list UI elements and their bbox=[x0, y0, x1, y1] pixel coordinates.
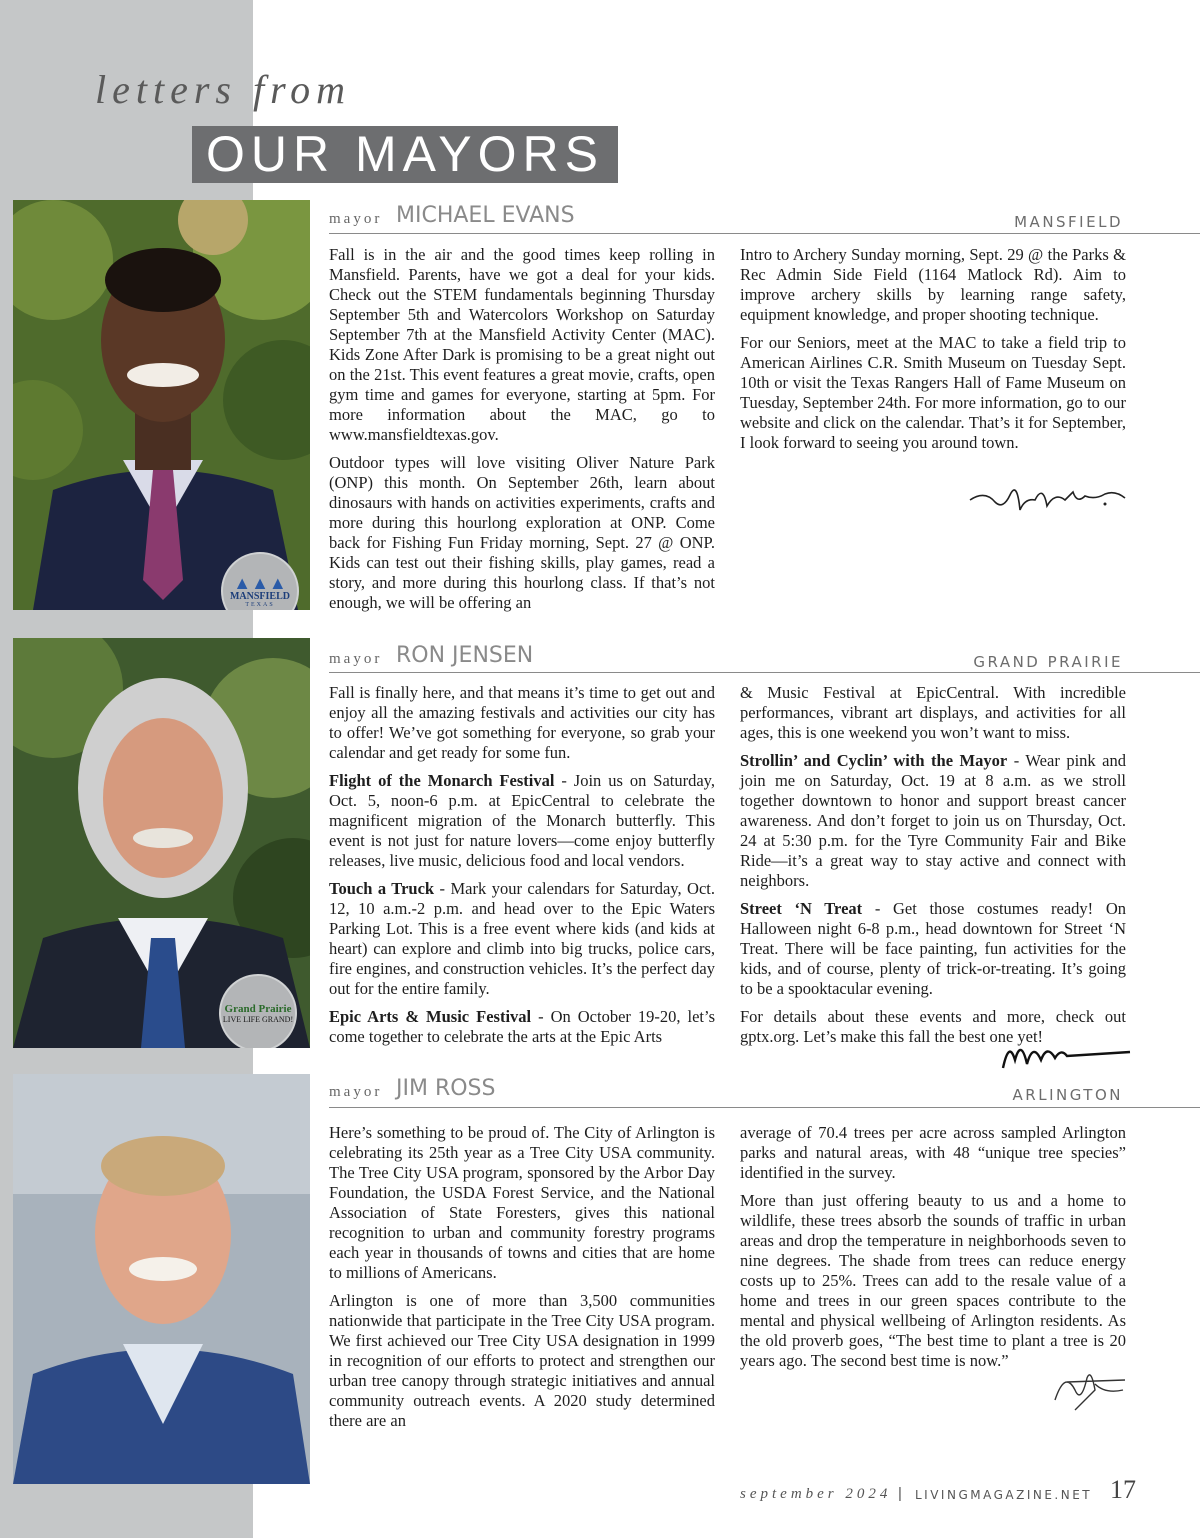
event-heading: Street ‘N Treat bbox=[740, 899, 863, 918]
mansfield-logo-subtext: TEXAS bbox=[245, 601, 275, 608]
mayor-photo-jensen bbox=[13, 638, 310, 1048]
mayor-label: mayor bbox=[329, 1084, 383, 1100]
footer-date: september 2024 bbox=[740, 1486, 892, 1502]
paragraph: Outdoor types will love visiting Oliver Nature Park (ONP) this month. On September 26th, learn about dinosaurs with hands on activities experiments, crafts and more during this hourlong exploration at ONP. Come back for Fishing Fun Friday morning, Sept. 27 @ ONP. Kids can test out their fishing skills, play games, read a story, and more during this hourlong class. If that’s not enough, we will be offering an bbox=[329, 453, 715, 612]
mayor-name-ross: JIM ROSS bbox=[396, 1076, 496, 1101]
event-heading: Flight of the Monarch Festival bbox=[329, 771, 555, 790]
event-heading: Epic Arts & Music Festival bbox=[329, 1007, 532, 1026]
city-name-arlington: ARLINGTON bbox=[1012, 1086, 1123, 1104]
paragraph-text: For details about these events and more, check out gptx.org. Let’s make this fall the best one yet! bbox=[740, 1007, 1126, 1046]
paragraph-text: - Join us on Saturday, Oct. 5, noon-6 p.m. at EpicCentral to celebrate the magnificent migration of the Monarch butterfly. This event is not just for nature lovers—come enjoy butterfly releases, live music, delicious food and local vendors. bbox=[329, 771, 715, 870]
paragraph-text: - Mark your calendars for Saturday, Oct. 12, 10 a.m.-2 p.m. and head over to the Epic Waters Parking Lot. This is a free event where kids (and kids at heart) can explore and climb into big trucks, police cars, fire engines, and construction vehicles. It’s the perfect day out for the entire family. bbox=[329, 879, 715, 998]
letter-ross-right-column bbox=[740, 1123, 1126, 1379]
kicker-text: letters from bbox=[95, 67, 352, 112]
mayor-label: mayor bbox=[329, 211, 383, 227]
paragraph bbox=[740, 751, 1126, 891]
paragraph bbox=[329, 1007, 715, 1047]
city-name-grand-prairie: GRAND PRAIRIE bbox=[973, 653, 1123, 671]
section-rule bbox=[329, 672, 1200, 673]
letter-jensen-right-column bbox=[740, 683, 1126, 1055]
mansfield-logo-text: MANSFIELD bbox=[229, 590, 290, 602]
paragraph bbox=[740, 899, 1126, 999]
grand-prairie-logo-subtext: LIVE LIFE GRAND! bbox=[222, 1014, 294, 1024]
mayor-name-evans: MICHAEL EVANS bbox=[396, 203, 575, 228]
paragraph: For our Seniors, meet at the MAC to take a field trip to American Airlines C.R. Smith Museum on Tuesday Sept. 10th or visit the Texas Rangers Hall of Fame Museum on Tuesday, September 24th. For more information, go to our website and click on the calendar. That’s it for September, I look forward to seeing you around town. bbox=[740, 333, 1126, 452]
paragraph bbox=[740, 683, 1126, 743]
letter-evans-right-column bbox=[740, 245, 1126, 461]
paragraph bbox=[329, 879, 715, 999]
letter-jensen-left-column bbox=[329, 683, 715, 1055]
paragraph: Arlington is one of more than 3,500 communities nationwide that participate in the Tree City USA program. We first achieved our Tree City USA designation in 1999 in recognition of our efforts to protect and strengthen our urban tree canopy through strategic initiatives and annual community outreach events. A 2020 study determined there are an bbox=[329, 1291, 715, 1430]
paragraph: Intro to Archery Sunday morning, Sept. 29 @ the Parks & Rec Admin Side Field (1164 Matlock Rd). Aim to improve archery skills by learning range safety, equipment knowledge, and proper shooting technique. bbox=[740, 245, 1126, 324]
event-heading: Strollin’ and Cyclin’ with the Mayor bbox=[740, 751, 1008, 770]
paragraph: More than just offering beauty to us and a home to wildlife, these trees absorb the sounds of traffic in urban areas and drop the temperature in neighborhoods seven to nine degrees. The shade from trees can reduce energy costs up to 25%. Trees can add to the resale value of a home and trees in our green spaces contribute to the mental and physical wellbeing of Arlington residents. As the old proverb goes, “The best time to plant a tree is 20 years ago. The second best time is now.” bbox=[740, 1191, 1126, 1370]
mayor-name-jensen: RON JENSEN bbox=[396, 643, 534, 668]
section-rule bbox=[329, 1107, 1200, 1108]
mayor-photo-evans bbox=[13, 200, 310, 610]
footer-site-link[interactable]: LIVINGMAGAZINE.NET bbox=[915, 1488, 1093, 1502]
paragraph-text: Fall is finally here, and that means it’s time to get out and enjoy all the amazing festivals and activities our city has to offer! We’ve got something for everyone, so grab your calendar and get ready for some fun. bbox=[329, 683, 715, 762]
paragraph bbox=[329, 683, 715, 763]
city-name-mansfield: MANSFIELD bbox=[1014, 213, 1123, 231]
event-heading: Touch a Truck bbox=[329, 879, 435, 898]
mayor-photo-ross bbox=[13, 1074, 310, 1484]
mansfield-logo-mark: ▲▲▲ bbox=[233, 572, 287, 593]
page-title: OUR MAYORS bbox=[192, 126, 618, 183]
paragraph-text: - Get those costumes ready! On Halloween night 6-8 p.m., head downtown for Street ‘N Treat. There will be face painting, fun activities for the kids, and of course, plenty of trick-or-treating. It’s going to be a spooktacular evening. bbox=[740, 899, 1126, 998]
letter-ross-left-column bbox=[329, 1123, 715, 1439]
paragraph: average of 70.4 trees per acre across sampled Arlington parks and natural areas, with 48 “unique tree species” identified in the survey. bbox=[740, 1123, 1126, 1182]
footer-separator: | bbox=[898, 1485, 902, 1502]
page-number: 17 bbox=[1110, 1475, 1136, 1504]
paragraph-text: & Music Festival at EpicCentral. With incredible performances, vibrant art displays, and activities for all ages, this is one weekend you won’t want to miss. bbox=[740, 683, 1126, 742]
paragraph: Fall is in the air and the good times keep rolling in Mansfield. Parents, have we got a deal for your kids. Check out the STEM fundamentals beginning Thursday September 5th and Watercolors Workshop on Saturday September 7th at the Mansfield Activity Center (MAC). Kids Zone After Dark is promising to be a great night out on the 21st. This event features a great movie, crafts, open gym time and games for everyone, starting at 5pm. For more information about the MAC, go to www.mansfieldtexas.gov. bbox=[329, 245, 715, 444]
mayor-label: mayor bbox=[329, 651, 383, 667]
signature-jensen bbox=[995, 1030, 1135, 1075]
grand-prairie-logo-text: Grand Prairie bbox=[224, 1002, 292, 1015]
paragraph-text: - On October 19-20, let’s come together to celebrate the arts at the Epic Arts bbox=[329, 1007, 716, 1046]
section-rule bbox=[329, 233, 1200, 234]
letter-evans-left-column bbox=[329, 245, 715, 621]
signature-evans bbox=[965, 470, 1140, 520]
signature-ross bbox=[1045, 1360, 1130, 1415]
paragraph bbox=[329, 771, 715, 871]
grand-prairie-logo bbox=[219, 974, 297, 1048]
paragraph: Here’s something to be proud of. The City of Arlington is celebrating its 25th year as a Tree City USA community. The Tree City USA program, sponsored by the Arbor Day Foundation, the USDA Forest Service, and the National Association of State Foresters, gives this national recognition to urban and community forestry programs each year in thousands of towns and cities that are home to millions of Americans. bbox=[329, 1123, 715, 1282]
paragraph-text: - Wear pink and join me on Saturday, Oct. 19 at 8 a.m. as we stroll together downtown to honor and support breast cancer awareness. And don’t forget to join us on Thursday, Oct. 24 at 5:30 p.m. for the Tyre Community Fair and Bike Ride—it’s a great way to stay active and connect with neighbors. bbox=[740, 751, 1127, 890]
